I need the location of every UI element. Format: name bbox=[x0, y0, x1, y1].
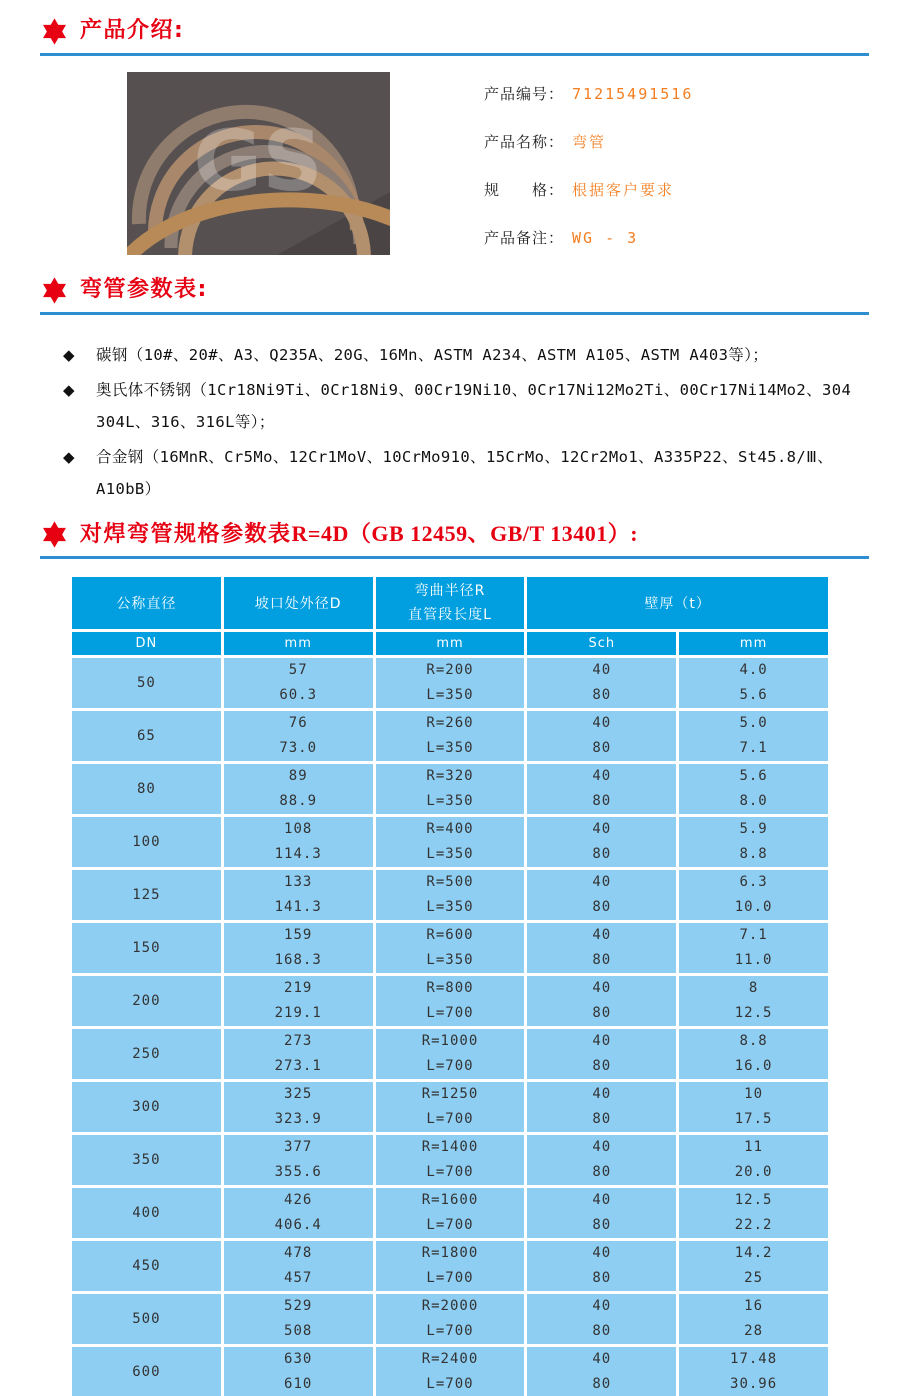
table-cell: 14.2 25 bbox=[679, 1241, 828, 1291]
table-row bbox=[72, 1294, 828, 1344]
table-cell: 57 60.3 bbox=[224, 658, 373, 708]
table-cell: 89 88.9 bbox=[224, 764, 373, 814]
table-cell: 250 bbox=[72, 1029, 221, 1079]
material-item: ◆ 奥氏体不锈钢（1Cr18Ni9Ti、0Cr18Ni9、00Cr19Ni10、0Cr17Ni12Mo2Ti、00Cr17Ni14Mo2、304 304L、316、316L等）； bbox=[63, 374, 863, 438]
table-cell: 40 80 bbox=[527, 1029, 676, 1079]
table-row bbox=[72, 1188, 828, 1238]
table-cell: R=1400 L=700 bbox=[376, 1135, 525, 1185]
field-value: 根据客户要求 bbox=[572, 181, 675, 199]
table-cell: 10 17.5 bbox=[679, 1082, 828, 1132]
table-cell: 100 bbox=[72, 817, 221, 867]
table-header-outer-diameter: 坡口处外径D bbox=[224, 577, 373, 629]
table-row bbox=[72, 658, 828, 708]
table-cell: 5.6 8.0 bbox=[679, 764, 828, 814]
table-cell: R=800 L=700 bbox=[376, 976, 525, 1026]
table-cell: R=1250 L=700 bbox=[376, 1082, 525, 1132]
table-cell: 219 219.1 bbox=[224, 976, 373, 1026]
product-field-code bbox=[484, 83, 693, 104]
table-cell: 377 355.6 bbox=[224, 1135, 373, 1185]
table-cell: R=2400 L=700 bbox=[376, 1347, 525, 1396]
field-label: 产品名称： bbox=[484, 133, 565, 151]
table-cell: 478 457 bbox=[224, 1241, 373, 1291]
table-row bbox=[72, 1135, 828, 1185]
table-cell: R=400 L=350 bbox=[376, 817, 525, 867]
product-overview bbox=[127, 72, 909, 255]
field-value: WG - 3 bbox=[572, 229, 639, 247]
table-cell: 76 73.0 bbox=[224, 711, 373, 761]
watermark-text: GS bbox=[193, 112, 323, 210]
table-header-wall-thickness: 壁厚（t） bbox=[527, 577, 828, 629]
table-cell: 150 bbox=[72, 923, 221, 973]
table-cell: 40 80 bbox=[527, 923, 676, 973]
table-cell: 40 80 bbox=[527, 1135, 676, 1185]
table-cell: 300 bbox=[72, 1082, 221, 1132]
table-cell: 159 168.3 bbox=[224, 923, 373, 973]
table-cell: 40 80 bbox=[527, 1241, 676, 1291]
section-intro-title: 产品介绍: bbox=[80, 18, 185, 44]
table-cell: 40 80 bbox=[527, 1188, 676, 1238]
table-row bbox=[72, 1082, 828, 1132]
table-cell: R=200 L=350 bbox=[376, 658, 525, 708]
table-cell: 40 80 bbox=[527, 764, 676, 814]
table-cell: 630 610 bbox=[224, 1347, 373, 1396]
table-cell: R=600 L=350 bbox=[376, 923, 525, 973]
field-value: 弯管 bbox=[572, 133, 607, 151]
table-subheader-dn: DN bbox=[72, 632, 221, 655]
section-spec bbox=[40, 508, 869, 549]
field-value: 71215491516 bbox=[572, 85, 694, 103]
table-header-nominal-diameter: 公称直径 bbox=[72, 577, 221, 629]
star-icon bbox=[40, 276, 69, 305]
materials-list bbox=[63, 339, 864, 505]
table-cell: 426 406.4 bbox=[224, 1188, 373, 1238]
table-row bbox=[72, 817, 828, 867]
table-cell: 65 bbox=[72, 711, 221, 761]
table-cell: 16 28 bbox=[679, 1294, 828, 1344]
table-cell: 108 114.3 bbox=[224, 817, 373, 867]
star-icon bbox=[40, 520, 69, 549]
table-cell: 80 bbox=[72, 764, 221, 814]
product-field-name bbox=[484, 131, 693, 152]
spec-table bbox=[69, 574, 831, 1396]
material-item: ◆ 合金钢（16MnR、Cr5Mo、12Cr1MoV、10CrMo910、15CrMo、12Cr2Mo1、A335P22、St45.8/Ⅲ、A10bB） bbox=[63, 441, 863, 505]
table-cell: R=1600 L=700 bbox=[376, 1188, 525, 1238]
table-cell: R=500 L=350 bbox=[376, 870, 525, 920]
table-cell: R=1000 L=700 bbox=[376, 1029, 525, 1079]
table-cell: 40 80 bbox=[527, 1347, 676, 1396]
material-item: ◆ 碳钢（10#、20#、A3、Q235A、20G、16Mn、ASTM A234、ASTM A105、ASTM A403等）； bbox=[63, 339, 863, 371]
table-cell: 325 323.9 bbox=[224, 1082, 373, 1132]
table-cell: 11 20.0 bbox=[679, 1135, 828, 1185]
table-cell: 450 bbox=[72, 1241, 221, 1291]
product-field-remark bbox=[484, 227, 693, 248]
section-spec-title-standard: R=4D（GB 12459、GB/T 13401）: bbox=[291, 520, 639, 546]
pipe-bends-photo bbox=[127, 72, 390, 255]
table-cell: 125 bbox=[72, 870, 221, 920]
product-field-spec bbox=[484, 179, 693, 200]
table-cell: 133 141.3 bbox=[224, 870, 373, 920]
table-cell: R=1800 L=700 bbox=[376, 1241, 525, 1291]
section-params bbox=[40, 255, 869, 305]
field-label: 产品备注： bbox=[484, 229, 565, 247]
table-subheader-mm-t: mm bbox=[679, 632, 828, 655]
section-underline bbox=[40, 312, 869, 315]
table-cell: 40 80 bbox=[527, 658, 676, 708]
table-cell: 12.5 22.2 bbox=[679, 1188, 828, 1238]
table-row bbox=[72, 870, 828, 920]
table-cell: 400 bbox=[72, 1188, 221, 1238]
table-cell: 40 80 bbox=[527, 1294, 676, 1344]
table-row bbox=[72, 1241, 828, 1291]
table-cell: 4.0 5.6 bbox=[679, 658, 828, 708]
table-cell: R=320 L=350 bbox=[376, 764, 525, 814]
table-row bbox=[72, 764, 828, 814]
table-row bbox=[72, 1347, 828, 1396]
section-underline bbox=[40, 53, 869, 56]
table-cell: 273 273.1 bbox=[224, 1029, 373, 1079]
field-label: 规 格： bbox=[484, 181, 565, 199]
section-intro bbox=[40, 0, 869, 46]
table-cell: R=260 L=350 bbox=[376, 711, 525, 761]
table-cell: 7.1 11.0 bbox=[679, 923, 828, 973]
table-cell: 200 bbox=[72, 976, 221, 1026]
table-cell: 600 bbox=[72, 1347, 221, 1396]
table-row bbox=[72, 923, 828, 973]
table-cell: 5.0 7.1 bbox=[679, 711, 828, 761]
table-cell: 6.3 10.0 bbox=[679, 870, 828, 920]
section-params-title: 弯管参数表: bbox=[80, 277, 208, 303]
section-spec-title: 对焊弯管规格参数表R=4D（GB 12459、GB/T 13401）: bbox=[80, 520, 639, 547]
table-cell: 40 80 bbox=[527, 711, 676, 761]
table-subheader-mm-r: mm bbox=[376, 632, 525, 655]
table-cell: 529 508 bbox=[224, 1294, 373, 1344]
table-row bbox=[72, 1029, 828, 1079]
star-icon bbox=[40, 17, 69, 46]
table-cell: 5.9 8.8 bbox=[679, 817, 828, 867]
table-cell: 50 bbox=[72, 658, 221, 708]
table-subheader-mm-d: mm bbox=[224, 632, 373, 655]
table-cell: 40 80 bbox=[527, 1082, 676, 1132]
table-cell: 40 80 bbox=[527, 817, 676, 867]
table-row bbox=[72, 711, 828, 761]
section-underline bbox=[40, 556, 869, 559]
table-cell: 17.48 30.96 bbox=[679, 1347, 828, 1396]
product-info bbox=[484, 72, 693, 255]
table-row bbox=[72, 976, 828, 1026]
field-label: 产品编号： bbox=[484, 85, 565, 103]
table-cell: 350 bbox=[72, 1135, 221, 1185]
table-cell: 8 12.5 bbox=[679, 976, 828, 1026]
table-cell: 40 80 bbox=[527, 870, 676, 920]
table-cell: 40 80 bbox=[527, 976, 676, 1026]
table-subheader-sch: Sch bbox=[527, 632, 676, 655]
product-image bbox=[127, 72, 390, 255]
table-cell: 8.8 16.0 bbox=[679, 1029, 828, 1079]
table-cell: 500 bbox=[72, 1294, 221, 1344]
table-cell: R=2000 L=700 bbox=[376, 1294, 525, 1344]
table-header-bend-radius: 弯曲半径R 直管段长度L bbox=[376, 577, 525, 629]
